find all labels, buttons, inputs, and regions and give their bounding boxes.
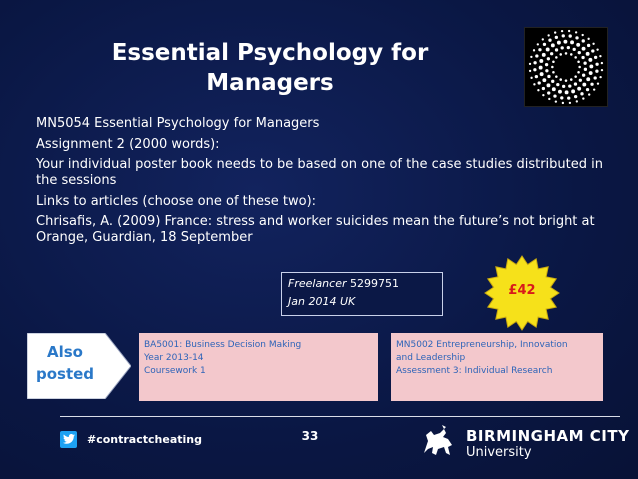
logo-dot — [569, 102, 571, 104]
footer-divider — [60, 416, 620, 417]
logo-dot — [582, 74, 585, 77]
logo-dot — [542, 94, 544, 96]
logo-dot — [582, 34, 584, 36]
logo-dot — [570, 40, 574, 44]
logo-dot — [563, 40, 567, 44]
logo-dot — [529, 70, 531, 72]
freelancer-id: 5299751 — [350, 277, 399, 290]
logo-dot — [592, 43, 594, 45]
logo-dot — [577, 87, 581, 91]
logo-dot — [529, 63, 531, 65]
logo-dot — [542, 53, 546, 57]
logo-dot — [567, 46, 570, 49]
logo-dot — [535, 54, 538, 57]
post1-line-3: Coursework 1 — [144, 366, 206, 376]
logo-dot — [530, 56, 532, 58]
logo-dot — [554, 31, 556, 33]
article-line: Chrisafis, A. (2009) France: stress and worker suicides mean the future’s not bright at Orange, Guardian, 18 September — [36, 214, 595, 245]
logo-dot — [546, 48, 550, 52]
title-line-1: Essential Psychology for — [111, 40, 429, 66]
logo-dot — [596, 48, 598, 50]
logo-dot — [533, 83, 535, 85]
also-posted-label — [31, 341, 99, 385]
logo-dot — [542, 78, 546, 82]
logo-dot — [561, 30, 563, 32]
logo-dot — [533, 68, 536, 71]
logo-dot — [535, 75, 538, 78]
post2-line-2: and Leadership — [396, 353, 466, 363]
logo-dot — [570, 53, 573, 56]
logo-dot — [560, 96, 563, 99]
posted-item-2 — [391, 333, 603, 401]
logo-dot — [576, 43, 580, 47]
logo-dot — [559, 53, 562, 56]
logo-dot — [578, 51, 581, 54]
logo-dot — [588, 58, 592, 62]
university-logo — [418, 422, 629, 464]
logo-dot — [537, 89, 539, 91]
logo-dot — [586, 52, 590, 56]
logo-dot — [582, 39, 585, 42]
logo-dot — [561, 46, 564, 49]
logo-dot — [576, 100, 578, 102]
university-wordmark — [466, 427, 629, 460]
logo-dot — [540, 72, 544, 76]
university-name: BIRMINGHAM CITY — [466, 426, 630, 445]
logo-dot — [539, 59, 543, 63]
logo-dot — [539, 66, 543, 70]
logo-dot — [584, 68, 587, 71]
logo-dot — [550, 52, 553, 55]
radial-dots-logo-icon — [524, 27, 608, 107]
logo-dot — [587, 44, 590, 47]
logo-dot — [543, 43, 546, 46]
post1-line-1: BA5001: Business Decision Making — [144, 340, 302, 350]
logo-dot — [548, 39, 551, 42]
freelancer-line — [288, 275, 436, 293]
logo-dot — [586, 88, 589, 91]
logo-dot — [575, 36, 578, 39]
freelancer-date: Jan 2014 UK — [288, 295, 356, 308]
logo-dot — [590, 83, 593, 86]
freelancer-box — [281, 272, 443, 316]
logo-dot — [559, 78, 562, 81]
logo-dot — [589, 64, 593, 68]
logo-dot — [582, 97, 584, 99]
logo-dot — [597, 83, 599, 85]
logo-dot — [555, 75, 558, 78]
logo-dot — [578, 66, 581, 69]
logo-dot — [570, 78, 573, 81]
logo-dot — [582, 83, 586, 87]
logo-dot — [574, 56, 577, 59]
logo-dot — [551, 80, 554, 83]
logo-dot — [555, 56, 558, 59]
slide-title — [60, 38, 480, 98]
logo-dot — [552, 60, 555, 63]
logo-dot — [577, 60, 580, 63]
title-line-2: Managers — [206, 70, 334, 96]
logo-dot — [577, 71, 580, 74]
logo-dot — [545, 63, 548, 66]
logo-dot — [579, 79, 582, 82]
logo-dot — [582, 47, 586, 51]
price-label: £42 — [508, 283, 536, 298]
lion-crest-icon — [418, 423, 458, 463]
logo-dot — [533, 61, 536, 64]
logo-dot — [538, 81, 541, 84]
logo-dot — [552, 87, 556, 91]
logo-dot — [542, 87, 545, 90]
logo-dot — [587, 38, 589, 40]
logo-dot — [555, 100, 557, 102]
logo-dot — [568, 84, 571, 87]
logo-dot — [591, 49, 594, 52]
post2-line-3: Assessment 3: Individual Research — [396, 366, 553, 376]
logo-dot — [583, 62, 586, 65]
logo-dot — [556, 83, 559, 86]
logo-dot — [552, 71, 555, 74]
also-line-1: Also — [47, 343, 83, 361]
hashtag-text: #contractcheating — [87, 432, 202, 446]
logo-dot — [574, 95, 577, 98]
logo-dot — [599, 76, 601, 78]
also-line-2: posted — [35, 365, 95, 383]
logo-dot — [601, 62, 603, 64]
logo-dot — [553, 94, 556, 97]
logo-dot — [547, 34, 549, 36]
links-intro-line: Links to articles (choose one of these two): — [36, 194, 317, 209]
assignment-details — [36, 115, 606, 250]
logo-dot — [542, 38, 544, 40]
posted-item-1 — [139, 333, 378, 401]
logo-dot — [562, 85, 565, 88]
logo-dot — [557, 41, 561, 45]
logo-dot — [551, 66, 554, 69]
post2-line-1: MN5002 Entrepreneurship, Innovation — [396, 340, 568, 350]
logo-dot — [569, 34, 572, 37]
logo-dot — [562, 34, 565, 37]
logo-dot — [595, 70, 598, 73]
logo-dot — [574, 75, 577, 78]
twitter-bird-icon — [60, 431, 77, 448]
logo-dot — [547, 57, 550, 60]
logo-dot — [567, 96, 570, 99]
logo-dot — [538, 48, 541, 51]
freelancer-label: Freelancer — [288, 277, 347, 290]
assignment-line: Assignment 2 (2000 words): — [36, 137, 220, 152]
logo-dot — [571, 89, 575, 93]
logo-dot — [565, 90, 569, 94]
logo-dot — [555, 48, 558, 51]
instruction-line: Your individual poster book needs to be based on one of the case studies distributed in the sessions — [36, 157, 603, 188]
logo-dot — [565, 79, 568, 82]
logo-dot — [547, 91, 550, 94]
logo-dot — [548, 98, 550, 100]
logo-dot — [547, 75, 550, 78]
logo-dot — [537, 43, 539, 45]
logo-dot — [530, 77, 532, 79]
logo-dot — [545, 69, 548, 72]
logo-dot — [547, 83, 551, 87]
logo-dot — [562, 102, 564, 104]
logo-dot — [551, 43, 555, 47]
logo-dot — [573, 48, 576, 51]
university-sub: University — [466, 444, 532, 460]
logo-dot — [593, 88, 595, 90]
hashtag-block — [60, 428, 202, 450]
logo-dot — [575, 31, 577, 33]
page-number: 33 — [301, 429, 319, 443]
logo-dot — [588, 93, 590, 95]
logo-dot — [593, 76, 596, 79]
logo-dot — [574, 82, 577, 85]
logo-dot — [565, 52, 568, 55]
logo-dot — [533, 49, 535, 51]
logo-dot — [581, 56, 584, 59]
logo-dot — [580, 92, 583, 95]
post1-line-2: Year 2013-14 — [144, 353, 204, 363]
logo-dot — [595, 63, 598, 66]
logo-dot — [594, 56, 597, 59]
logo-dot — [568, 30, 570, 32]
logo-dot — [555, 36, 558, 39]
logo-dot — [586, 77, 590, 81]
logo-dot — [558, 90, 562, 94]
logo-dot — [601, 69, 603, 71]
logo-dot — [589, 71, 593, 75]
logo-dot — [599, 55, 601, 57]
course-line: MN5054 Essential Psychology for Managers — [36, 116, 320, 131]
